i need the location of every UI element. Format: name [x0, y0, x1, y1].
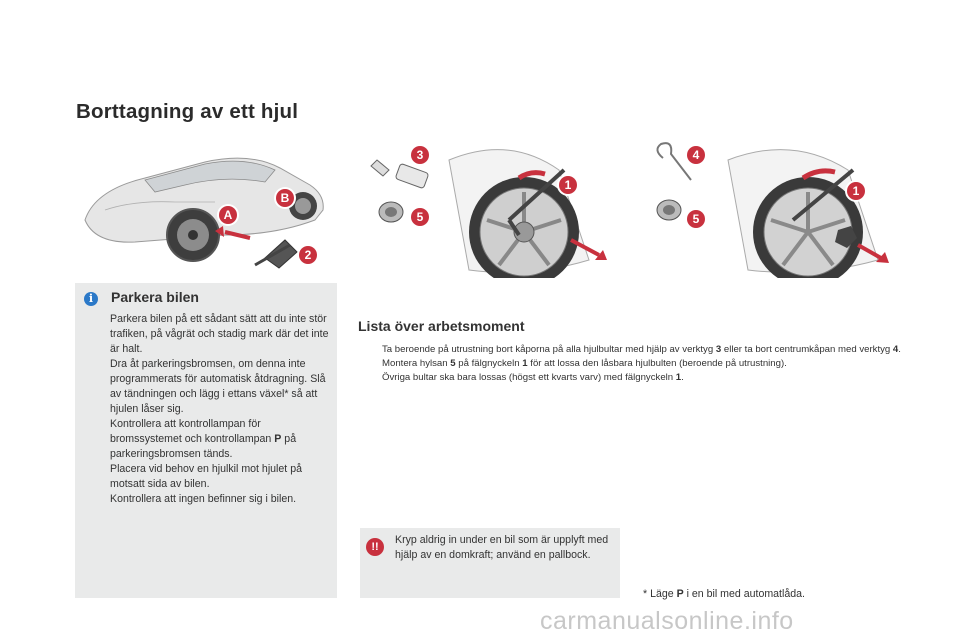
- wheel-wrench-illustration: [359, 140, 621, 278]
- callout-1: 1: [559, 176, 577, 194]
- parking-line: Kontrollera att ingen befinner sig i bilen.: [110, 493, 297, 505]
- info-icon: i: [84, 292, 98, 306]
- warning-text: Kryp aldrig in under en bil som är upplyft med hjälp av en domkraft; använd en pallbock.: [395, 534, 609, 561]
- parking-line: Dra åt parkeringsbromsen, om denna inte programmerats för automatisk åtdragning. Slå av tändningen och lägg i ettans växel* så att hjulen låser sig.: [110, 358, 326, 415]
- parking-line: Kontrollera att kontrollampan för bromssystemet och kontrollampan P på parkeringsbromsen tänds.: [110, 418, 297, 460]
- parking-body: [110, 312, 332, 507]
- callout-3: 3: [411, 146, 429, 164]
- callout-4: 4: [687, 146, 705, 164]
- callout-1-b: 1: [847, 182, 865, 200]
- callout-a: A: [219, 206, 237, 224]
- callout-2: 2: [299, 246, 317, 264]
- car-jack-illustration: [75, 140, 337, 278]
- watermark: carmanualsonline.info: [540, 607, 794, 635]
- wheel-cap-illustration: [643, 140, 905, 278]
- list-item: Övriga bultar ska bara lossas (högst ett kvarts varv) med fälgnyckeln 1.: [382, 372, 684, 383]
- figure-wheel-tools-3: [359, 140, 621, 278]
- warning-icon: !!: [366, 538, 384, 556]
- figure-car-jack: [75, 140, 337, 278]
- list-item: Ta beroende på utrustning bort kåporna på alla hjulbultar med hjälp av verktyg 3 eller ta bort centrumkåpan med verktyg 4.: [382, 344, 901, 355]
- footnote: * Läge P i en bil med automatlåda.: [643, 588, 805, 600]
- parking-line: Placera vid behov en hjulkil mot hjulet på motsatt sida av bilen.: [110, 463, 302, 490]
- list-item: Montera hylsan 5 på fälgnyckeln 1 för att lossa den låsbara hjulbulten (beroende på utrustning).: [382, 358, 787, 369]
- figure-wheel-tools-4: [643, 140, 905, 278]
- callout-5: 5: [411, 208, 429, 226]
- callout-b: B: [276, 189, 294, 207]
- steps-heading: Lista över arbetsmoment: [358, 318, 525, 334]
- steps-list: [360, 343, 920, 385]
- page-title: Borttagning av ett hjul: [76, 100, 299, 123]
- parking-heading: Parkera bilen: [111, 289, 199, 305]
- callout-5-b: 5: [687, 210, 705, 228]
- parking-line: Parkera bilen på ett sådant sätt att du inte stör trafiken, på vågrät och stadig mark där det inte är halt.: [110, 313, 329, 355]
